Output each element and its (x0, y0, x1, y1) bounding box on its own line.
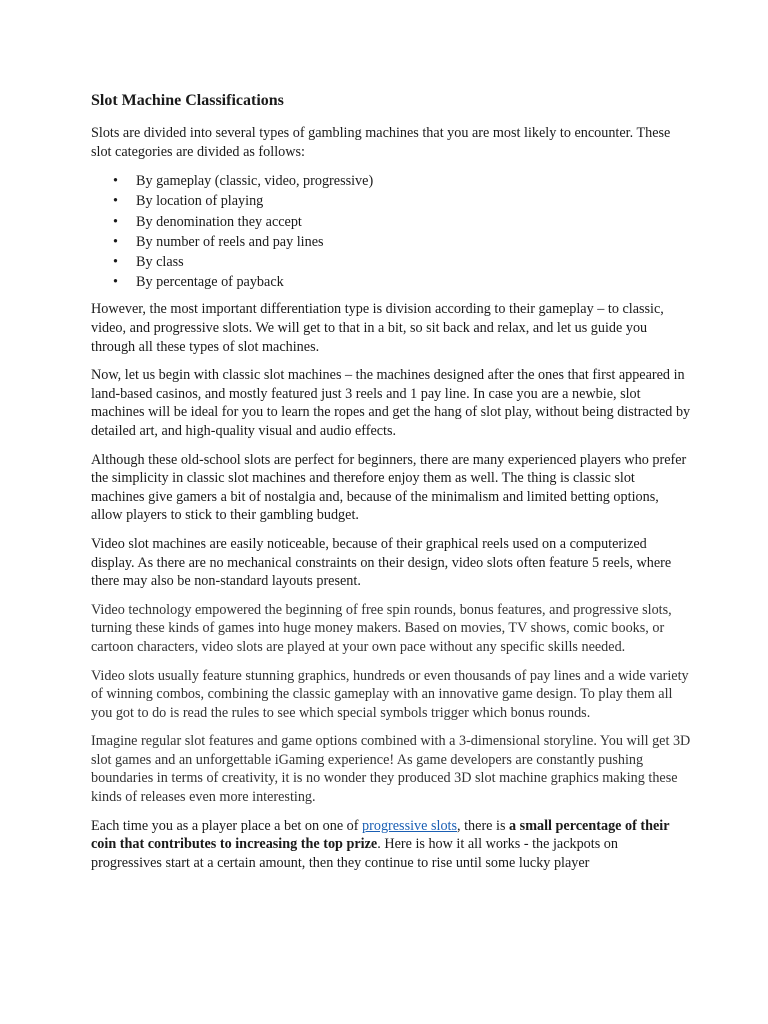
classification-list (91, 171, 691, 292)
bullet-icon: • (113, 274, 118, 291)
list-item: • By class (91, 252, 691, 272)
progressive-slots-link[interactable]: progressive slots (362, 817, 458, 834)
video-slots-paragraph: Video slot machines are easily noticeable, because of their graphical reels used on a computerized display. As there are no mechanical constraints on their design, video slots often feature 5 reels, where there may also be non-standard layouts present. (91, 535, 672, 590)
bullet-icon: • (113, 213, 118, 230)
bullet-icon: • (113, 193, 118, 210)
bullet-icon: • (113, 254, 118, 270)
list-item: • By gameplay (classic, video, progressive) (91, 171, 691, 191)
document-page (91, 90, 691, 882)
old-school-paragraph: Although these old-school slots are perfect for beginners, there are many experienced players who prefer the simplicity in classic slot machines and therefore enjoy them as well. The thing is classic slot machines give gamers a bit of nostalgia and, because of the minimalism and limited betting options, allow players to stick to their gambling budget. (91, 451, 687, 524)
bold-highlight: a small percentage of their coin that contributes to increasing the top prize (91, 817, 670, 853)
page-title: Slot Machine Classifications (91, 92, 284, 109)
intro-paragraph: Slots are divided into several types of gambling machines that you are most likely to encounter. These slot categories are divided as follows: (91, 125, 671, 160)
list-item: • By number of reels and pay lines (91, 232, 691, 252)
list-item: • By location of playing (91, 191, 691, 211)
video-graphics-paragraph: Video slots usually feature stunning graphics, hundreds or even thousands of pay lines and a wide variety of winning combos, combining the classic gameplay with an innovative game design. To play them all you got to do is read the rules to see which special symbols trigger which bonus rounds. (91, 667, 689, 721)
bullet-icon: • (113, 233, 118, 250)
video-technology-paragraph: Video technology empowered the beginning of free spin rounds, bonus features, and progressive slots, turning these kinds of games into huge money makers. Based on movies, TV shows, comic books, or cartoon characters, video slots are played at your own pace without any specific skills needed. (91, 601, 672, 655)
list-item: • By denomination they accept (91, 212, 691, 232)
bullet-icon: • (113, 173, 118, 190)
progressive-slots-paragraph: Each time you as a player place a bet on one of progressive slots, there is a small percentage of their coin that contributes to increasing the top prize. Here is how it all works - the jackpots on progressives start at a certain amount, then they continue to rise until some lucky player (91, 817, 670, 871)
3d-slots-paragraph: Imagine regular slot features and game options combined with a 3-dimensional storyline. You will get 3D slot games and an unforgettable iGaming experience! As game developers are constantly pushing boundaries in terms of creativity, it is no wonder they produced 3D slot machine graphics making these kinds of releases even more interesting. (91, 733, 691, 806)
gameplay-paragraph: However, the most important differentiation type is division according to their gameplay – to classic, video, and progressive slots. We will get to that in a bit, so sit back and relax, and let us guide you through all these types of slot machines. (91, 301, 664, 355)
classic-slots-paragraph: Now, let us begin with classic slot machines – the machines designed after the ones that first appeared in land-based casinos, and mostly featured just 3 reels and 1 pay line. In case you are a newbie, slot machines will be ideal for you to learn the ropes and get the hang of slot play, without being distracted by detailed art, and high-quality visual and audio effects. (91, 367, 691, 439)
list-item: • By percentage of payback (91, 272, 691, 292)
